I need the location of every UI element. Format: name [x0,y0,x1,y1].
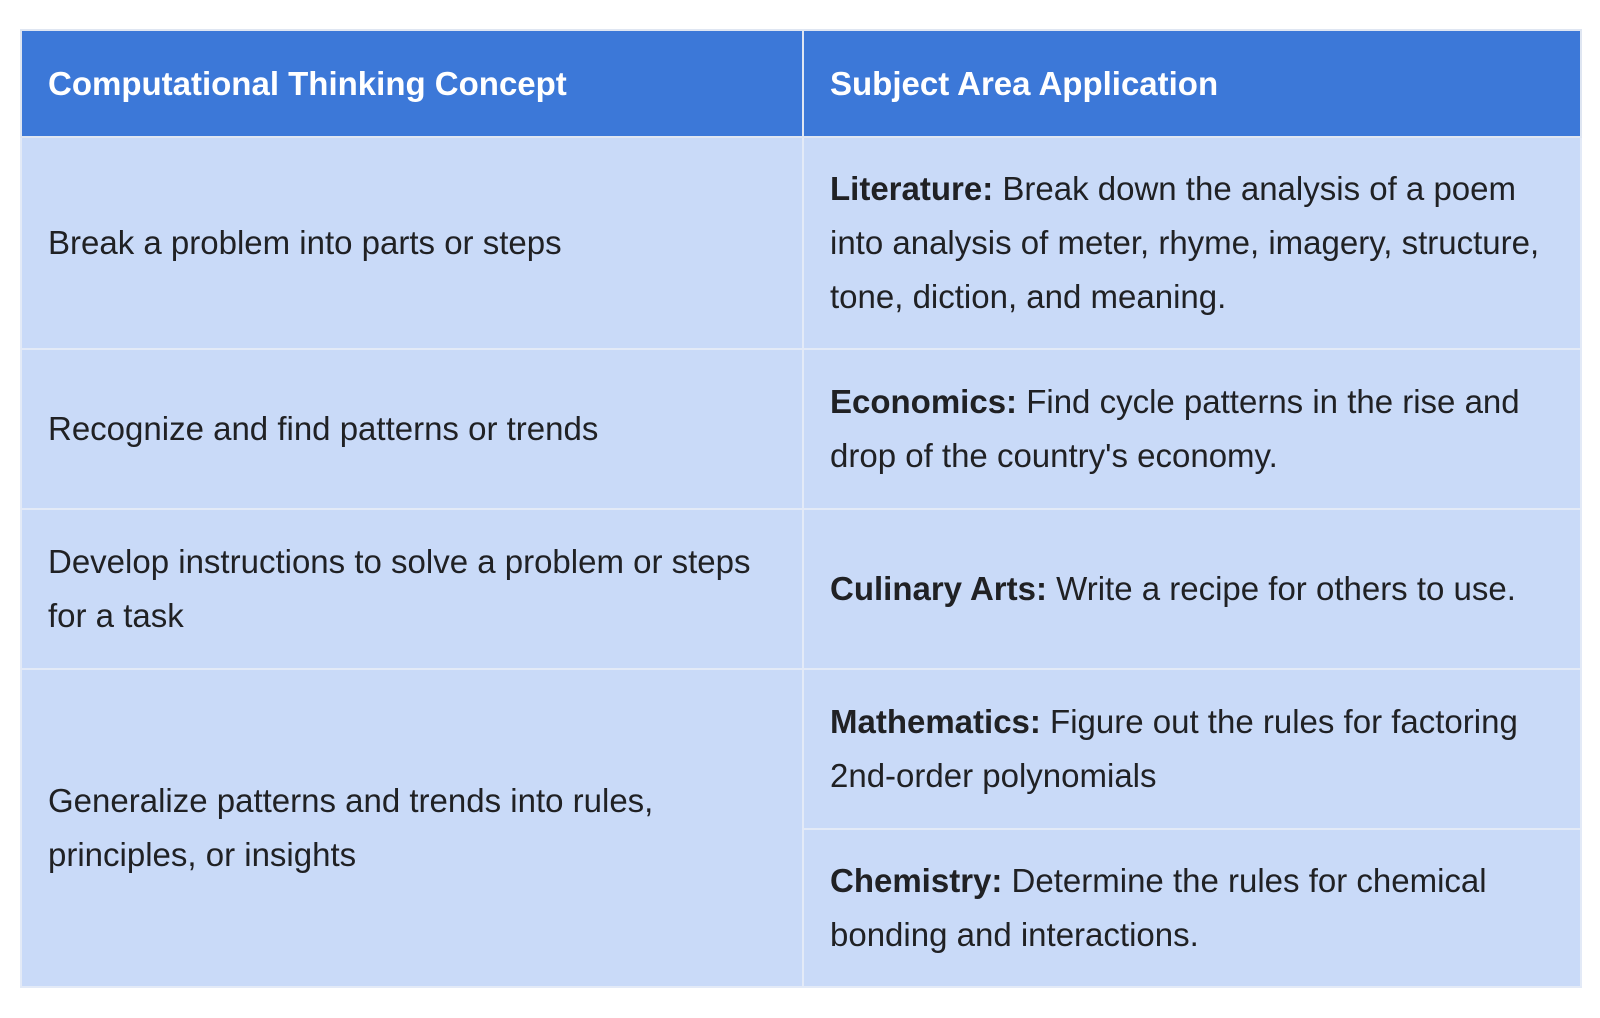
table-body [21,137,1581,987]
subject-label: Economics: [830,383,1018,420]
concept-application-table [20,29,1582,988]
subject-label: Mathematics: [830,703,1041,740]
subject-label: Culinary Arts: [830,570,1047,607]
table-header [21,30,1581,137]
application-text: Write a recipe for others to use. [1046,570,1516,607]
subject-label: Literature: [830,170,994,207]
concept-cell: Generalize patterns and trends into rules, principles, or insights [21,669,803,987]
header-row [21,30,1581,137]
concept-cell: Develop instructions to solve a problem or steps for a task [21,509,803,669]
application-text: Determine the rules for chemical bonding and interactions. [830,862,1487,953]
application-cell [803,349,1581,509]
application-cell [803,669,1581,829]
table-row [21,509,1581,669]
concept-cell: Break a problem into parts or steps [21,137,803,349]
table-row [21,669,1581,829]
concept-cell: Recognize and find patterns or trends [21,349,803,509]
application-cell [803,137,1581,349]
application-cell [803,829,1581,987]
table-row [21,137,1581,349]
header-application: Subject Area Application [803,30,1581,137]
application-text: Find cycle patterns in the rise and drop of the country's economy. [830,383,1520,474]
application-cell [803,509,1581,669]
application-text: Break down the analysis of a poem into analysis of meter, rhyme, imagery, structure, tone, diction, and meaning. [830,170,1540,315]
subject-label: Chemistry: [830,862,1003,899]
header-concept: Computational Thinking Concept [21,30,803,137]
table-row [21,349,1581,509]
application-text: Figure out the rules for factoring 2nd-order polynomials [830,703,1518,794]
